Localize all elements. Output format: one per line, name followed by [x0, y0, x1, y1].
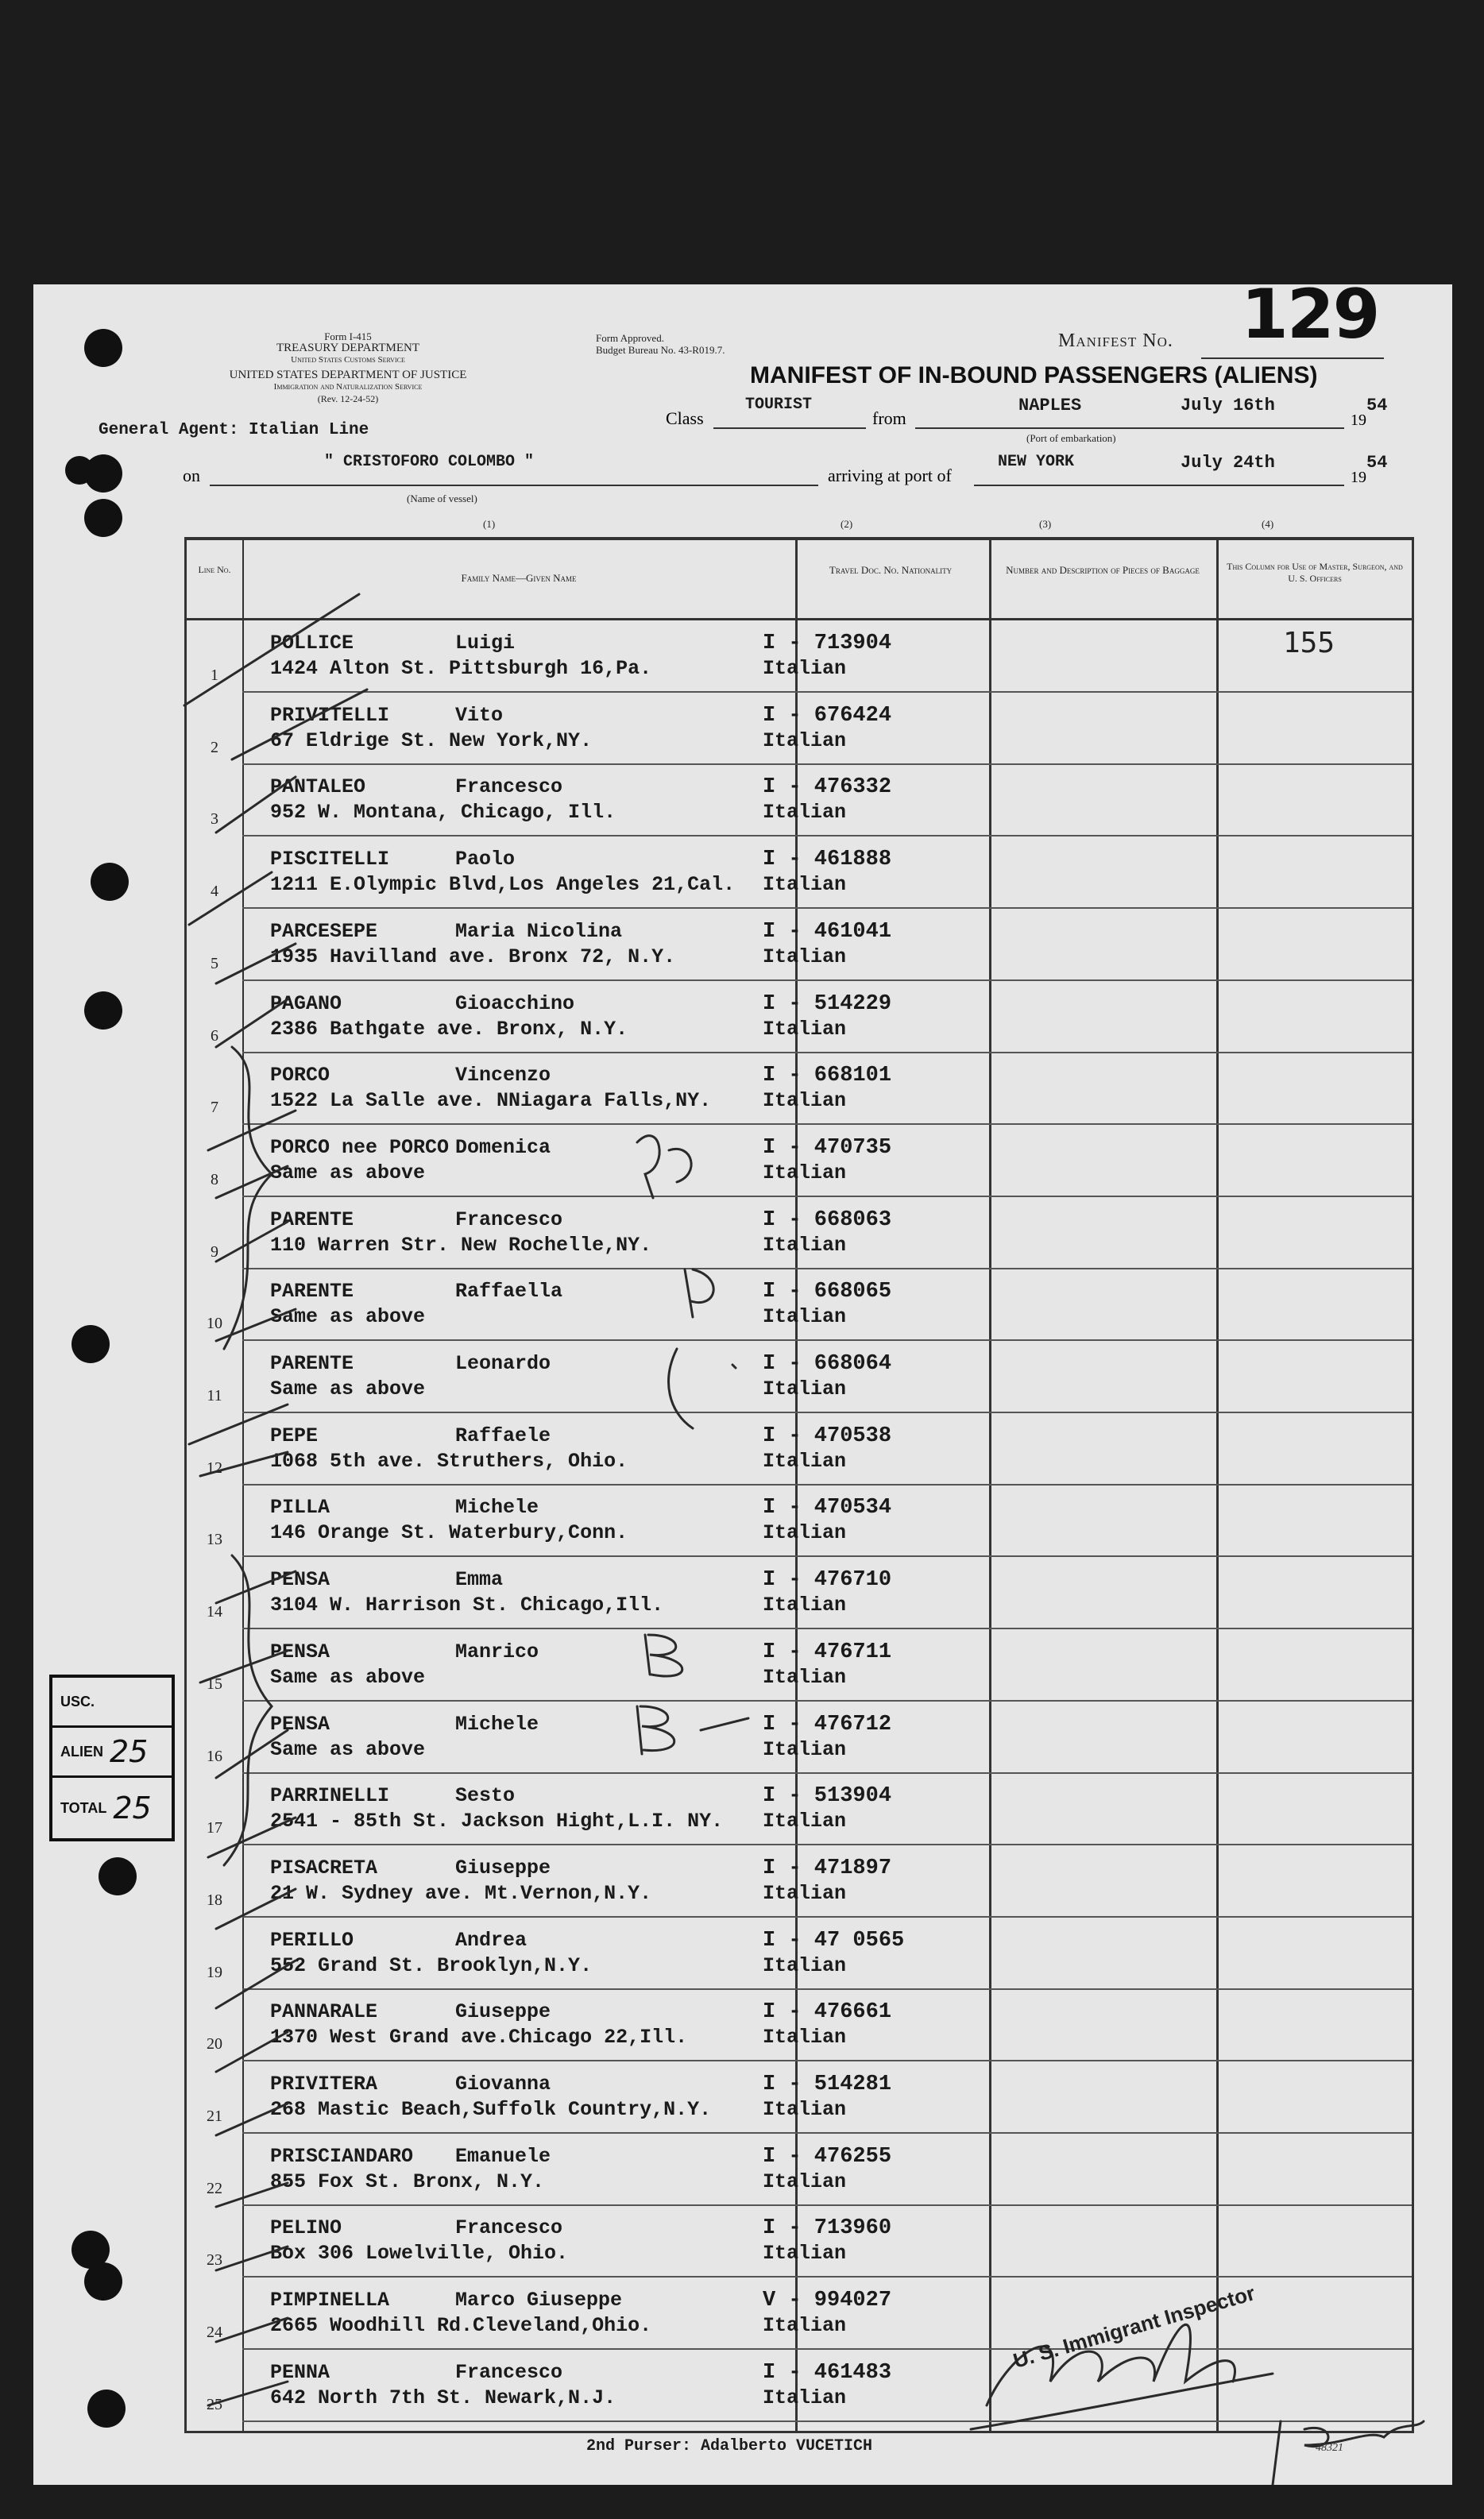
travel-doc-number: I - 470538 — [763, 1424, 892, 1448]
nationality: Italian — [763, 945, 847, 968]
line-number: 13 — [207, 1531, 222, 1549]
address: 1068 5th ave. Struthers, Ohio. — [270, 1449, 628, 1473]
line-number: 17 — [207, 1819, 222, 1837]
nationality: Italian — [763, 1881, 847, 1905]
given-name: Francesco — [455, 2360, 563, 2384]
from-date: July 16th — [1181, 396, 1275, 415]
address: Same as above — [270, 1161, 426, 1184]
nationality: Italian — [763, 1089, 847, 1113]
officer-note: 155 — [1283, 627, 1335, 659]
manifest-title: MANIFEST OF IN-BOUND PASSENGERS (ALIENS) — [750, 362, 1318, 388]
manifest-number: 129 — [1241, 275, 1379, 354]
alien-label: ALIEN — [60, 1743, 103, 1760]
customs-service: United States Customs Service — [291, 355, 405, 365]
given-name: Michele — [455, 1496, 539, 1520]
line-number: 11 — [207, 1387, 222, 1404]
family-name: PENSA — [270, 1568, 330, 1592]
form-approved: Form Approved. — [596, 332, 664, 344]
family-name: PIMPINELLA — [270, 2289, 390, 2312]
from-year-prefix: 19 — [1351, 411, 1366, 429]
vessel-caption: (Name of vessel) — [407, 493, 477, 504]
nationality: Italian — [763, 2098, 847, 2121]
address: Box 306 Lowelville, Ohio. — [270, 2242, 569, 2266]
given-name: Gioacchino — [455, 991, 575, 1015]
on-label: on — [183, 466, 200, 485]
address: 3104 W. Harrison St. Chicago,Ill. — [270, 1594, 664, 1617]
nationality: Italian — [763, 1449, 847, 1473]
ins-service: Immigration and Naturalization Service — [273, 382, 423, 392]
address: 67 Eldrige St. New York,NY. — [270, 728, 593, 752]
nationality: Italian — [763, 1161, 847, 1184]
arriving-port: NEW YORK — [998, 453, 1075, 471]
family-name: PELINO — [270, 2216, 342, 2240]
address: 552 Grand St. Brooklyn,N.Y. — [270, 1953, 593, 1977]
given-name: Raffaella — [455, 1280, 563, 1304]
class-label: Class — [666, 408, 704, 428]
family-name: PARRINELLI — [270, 1784, 390, 1808]
budget-bureau: Budget Bureau No. 43-R019.7. — [596, 344, 725, 356]
family-name: PISCITELLI — [270, 848, 390, 871]
given-name: Giuseppe — [455, 1856, 551, 1880]
given-name: Emanuele — [455, 2144, 551, 2168]
travel-doc-number: I - 668065 — [763, 1280, 892, 1304]
form-revision: (Rev. 12-24-52) — [317, 393, 379, 404]
address: 1522 La Salle ave. NNiagara Falls,NY. — [270, 1089, 712, 1113]
nationality: Italian — [763, 728, 847, 752]
count-stamp — [49, 1675, 175, 1841]
nationality: Italian — [763, 1233, 847, 1257]
usc-label: USC. — [60, 1693, 95, 1710]
travel-doc-number: I - 471897 — [763, 1856, 892, 1880]
arriving-year-prefix: 19 — [1351, 469, 1366, 486]
nationality: Italian — [763, 1665, 847, 1689]
line-number: 12 — [207, 1458, 222, 1477]
line-number: 23 — [207, 2251, 222, 2270]
given-name: Giovanna — [455, 2073, 551, 2096]
port-caption: (Port of embarkation) — [1026, 432, 1116, 444]
line-number: 14 — [207, 1603, 222, 1621]
manifest-sheet — [33, 275, 1452, 2485]
family-name: POLLICE — [270, 632, 354, 655]
travel-doc-number: I - 476711 — [763, 1640, 892, 1664]
general-agent: General Agent: Italian Line — [99, 421, 369, 439]
family-name: PARENTE — [270, 1207, 354, 1231]
header-name: Family Name—Given Name — [461, 572, 577, 584]
nationality: Italian — [763, 1017, 847, 1041]
line-number: 8 — [211, 1170, 218, 1188]
given-name: Francesco — [455, 2216, 563, 2240]
travel-doc-number: I - 514281 — [763, 2073, 892, 2096]
family-name: PISACRETA — [270, 1856, 378, 1880]
line-number: 2 — [211, 738, 218, 756]
given-name: Vito — [455, 703, 504, 727]
travel-doc-number: I - 47 0565 — [763, 1928, 905, 1953]
travel-doc-number: I - 470534 — [763, 1496, 892, 1520]
travel-doc-number: I - 513904 — [763, 1784, 892, 1809]
arriving-year: 54 — [1366, 453, 1388, 473]
travel-doc-number: I - 461041 — [763, 919, 892, 944]
header-officers: This Column for Use of Master, Surgeon, and U. S. Officers — [1227, 561, 1403, 584]
family-name: PARCESEPE — [270, 919, 378, 943]
travel-doc-number: I - 668101 — [763, 1064, 892, 1088]
address: 2386 Bathgate ave. Bronx, N.Y. — [270, 1017, 628, 1041]
form-number: Form I-415 — [324, 330, 372, 342]
given-name: Vincenzo — [455, 1064, 551, 1088]
col-number-3: (3) — [1039, 518, 1052, 530]
family-name: PRISCIANDARO — [270, 2144, 414, 2168]
check-marks — [33, 284, 1452, 2485]
justice-department: UNITED STATES DEPARTMENT OF JUSTICE — [229, 369, 467, 381]
travel-doc-number: I - 514229 — [763, 991, 892, 1016]
family-name: PENSA — [270, 1640, 330, 1663]
travel-doc-number: I - 676424 — [763, 703, 892, 728]
address: 1935 Havilland ave. Bronx 72, N.Y. — [270, 945, 676, 968]
line-number: 21 — [207, 2108, 222, 2125]
line-number: 15 — [207, 1675, 222, 1693]
address: 952 W. Montana, Chicago, Ill. — [270, 801, 616, 825]
family-name: PORCO — [270, 1064, 330, 1088]
address: Same as above — [270, 1665, 426, 1689]
total-label: TOTAL — [60, 1799, 107, 1816]
family-name: PARENTE — [270, 1352, 354, 1375]
travel-doc-number: I - 461483 — [763, 2360, 892, 2385]
given-name: Domenica — [455, 1135, 551, 1159]
total-value: 25 — [113, 1791, 152, 1826]
col-number-2: (2) — [841, 518, 853, 530]
purser: 2nd Purser: Adalberto VUCETICH — [586, 2437, 873, 2455]
given-name: Paolo — [455, 848, 516, 871]
family-name: PAGANO — [270, 991, 342, 1015]
travel-doc-number: I - 668064 — [763, 1352, 892, 1376]
nationality: Italian — [763, 1953, 847, 1977]
family-name: PORCO nee PORCO — [270, 1135, 450, 1159]
from-label: from — [872, 408, 906, 428]
vessel-name: " CRISTOFORO COLOMBO " — [324, 453, 535, 471]
travel-doc-number: I - 461888 — [763, 848, 892, 872]
line-number: 10 — [207, 1315, 222, 1333]
treasury-department: TREASURY DEPARTMENT — [276, 342, 420, 354]
nationality: Italian — [763, 2169, 847, 2193]
arriving-label: arriving at port of — [828, 466, 952, 485]
nationality: Italian — [763, 1377, 847, 1401]
address: 2665 Woodhill Rd.Cleveland,Ohio. — [270, 2314, 652, 2338]
alien-value: 25 — [110, 1734, 149, 1769]
line-number: 22 — [207, 2179, 222, 2197]
given-name: Maria Nicolina — [455, 919, 623, 943]
travel-doc-number: I - 470735 — [763, 1135, 892, 1160]
class-value: TOURIST — [745, 396, 813, 414]
header-travel-doc: Travel Doc. No. Nationality — [829, 564, 953, 576]
given-name: Leonardo — [455, 1352, 551, 1375]
given-name: Raffaele — [455, 1424, 551, 1447]
family-name: PARENTE — [270, 1280, 354, 1304]
address: Same as above — [270, 1305, 426, 1329]
col-number-4: (4) — [1262, 518, 1274, 530]
nationality: Italian — [763, 2386, 847, 2409]
family-name: PRIVITERA — [270, 2073, 378, 2096]
usc-cell — [52, 1678, 172, 1728]
family-name: PANTALEO — [270, 775, 366, 799]
travel-doc-number: I - 476332 — [763, 775, 892, 800]
travel-doc-number: I - 476712 — [763, 1712, 892, 1737]
nationality: Italian — [763, 1737, 847, 1761]
given-name: Francesco — [455, 1207, 563, 1231]
given-name: Francesco — [455, 775, 563, 799]
line-number: 20 — [207, 2035, 222, 2053]
line-number: 24 — [207, 2324, 222, 2342]
nationality: Italian — [763, 873, 847, 897]
line-number: 19 — [207, 1963, 222, 1981]
arriving-date: July 24th — [1181, 453, 1275, 473]
nationality: Italian — [763, 1305, 847, 1329]
nationality: Italian — [763, 1521, 847, 1545]
line-number: 16 — [207, 1747, 222, 1765]
given-name: Andrea — [455, 1928, 528, 1952]
line-number: 5 — [211, 954, 218, 972]
line-number: 6 — [211, 1026, 218, 1045]
address: 110 Warren Str. New Rochelle,NY. — [270, 1233, 652, 1257]
line-number: 9 — [211, 1242, 218, 1261]
nationality: Italian — [763, 657, 847, 680]
inspector-caption: U. S. Immigrant Inspector — [1011, 2281, 1258, 2373]
address: 1424 Alton St. Pittsburgh 16,Pa. — [270, 657, 652, 680]
family-name: PANNARALE — [270, 2000, 378, 2024]
travel-doc-number: I - 713960 — [763, 2216, 892, 2241]
line-number: 7 — [211, 1099, 218, 1117]
travel-doc-number: V - 994027 — [763, 2289, 892, 2313]
travel-doc-number: I - 476710 — [763, 1568, 892, 1593]
col-number-1: (1) — [483, 518, 496, 530]
alien-cell — [52, 1728, 172, 1778]
total-cell — [52, 1778, 172, 1838]
header-baggage: Number and Description of Pieces of Baggage — [1006, 564, 1200, 576]
family-name: PENNA — [270, 2360, 330, 2384]
print-code: 48321 — [1316, 2442, 1343, 2454]
travel-doc-number: I - 476661 — [763, 2000, 892, 2025]
address: Same as above — [270, 1737, 426, 1761]
manifest-no-label: Manifest No. — [1058, 330, 1173, 351]
from-year: 54 — [1366, 396, 1388, 415]
address: 146 Orange St. Waterbury,Conn. — [270, 1521, 628, 1545]
address: 1370 West Grand ave.Chicago 22,Ill. — [270, 2026, 688, 2050]
address: 268 Mastic Beach,Suffolk Country,N.Y. — [270, 2098, 712, 2121]
family-name: PRIVITELLI — [270, 703, 390, 727]
line-number: 4 — [211, 883, 218, 901]
given-name: Emma — [455, 1568, 504, 1592]
given-name: Marco Giuseppe — [455, 2289, 623, 2312]
given-name: Giuseppe — [455, 2000, 551, 2024]
line-number: 25 — [207, 2395, 222, 2413]
given-name: Sesto — [455, 1784, 516, 1808]
given-name: Michele — [455, 1712, 539, 1736]
address: 1211 E.Olympic Blvd,Los Angeles 21,Cal. — [270, 873, 736, 897]
given-name: Manrico — [455, 1640, 539, 1663]
line-number: 1 — [211, 666, 218, 684]
nationality: Italian — [763, 2026, 847, 2050]
family-name: PERILLO — [270, 1928, 354, 1952]
travel-doc-number: I - 713904 — [763, 632, 892, 655]
nationality: Italian — [763, 1810, 847, 1833]
travel-doc-number: I - 668063 — [763, 1207, 892, 1232]
given-name: Luigi — [455, 632, 516, 655]
line-number: 18 — [207, 1891, 222, 1909]
from-port: NAPLES — [1018, 396, 1082, 415]
address: 855 Fox St. Bronx, N.Y. — [270, 2169, 545, 2193]
line-number: 3 — [211, 810, 218, 829]
nationality: Italian — [763, 2242, 847, 2266]
family-name: PENSA — [270, 1712, 330, 1736]
address: 21 W. Sydney ave. Mt.Vernon,N.Y. — [270, 1881, 652, 1905]
address: 642 North 7th St. Newark,N.J. — [270, 2386, 616, 2409]
header-line-no: Line No. — [198, 564, 231, 575]
nationality: Italian — [763, 1594, 847, 1617]
travel-doc-number: I - 476255 — [763, 2144, 892, 2169]
family-name: PEPE — [270, 1424, 319, 1447]
address: 2541 - 85th St. Jackson Hight,L.I. NY. — [270, 1810, 724, 1833]
nationality: Italian — [763, 801, 847, 825]
address: Same as above — [270, 1377, 426, 1401]
nationality: Italian — [763, 2314, 847, 2338]
family-name: PILLA — [270, 1496, 330, 1520]
